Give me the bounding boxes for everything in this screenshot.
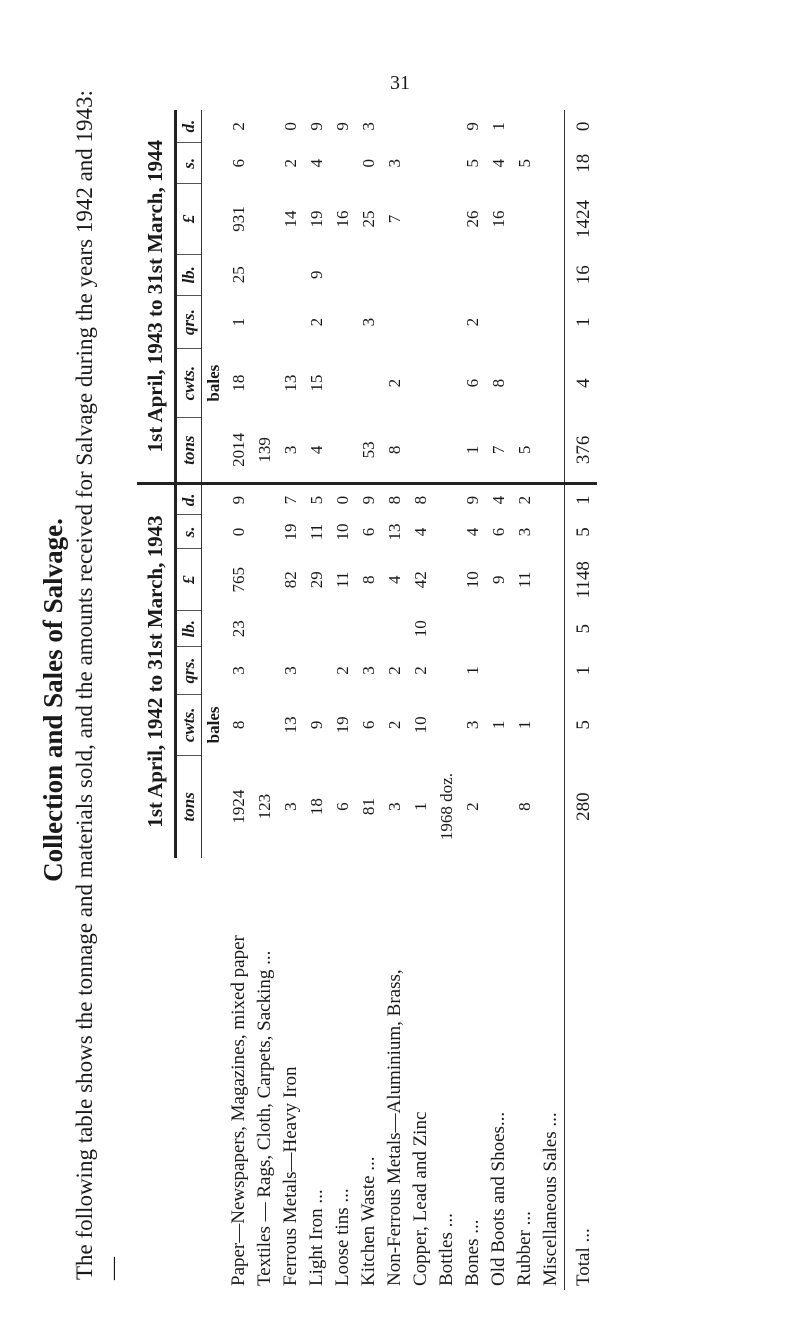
total-value: 5: [565, 515, 598, 549]
row-item-label: Non-Ferrous Metals—Aluminium, Brass,: [384, 969, 405, 1286]
row-value: [252, 647, 278, 695]
row-item-label: Light Iron ...: [306, 1189, 327, 1286]
row-value: [512, 349, 538, 418]
row-value: [486, 647, 512, 695]
total-value: 16: [565, 254, 598, 295]
row-value: [330, 417, 356, 483]
row-value: 0: [229, 527, 248, 537]
row-value: [434, 515, 460, 549]
row-item-label: Bottles ...: [436, 1213, 457, 1286]
row-value: 1: [463, 666, 482, 675]
row-value: [252, 110, 278, 143]
row-value: 25: [359, 210, 378, 228]
row-value: 4: [489, 495, 508, 505]
row-value: 3: [229, 666, 248, 675]
row-value: 6: [229, 159, 248, 168]
row-value: 3: [281, 666, 300, 675]
row-value: 13: [281, 716, 300, 734]
total-value: 280: [565, 755, 598, 857]
table-row: [486, 110, 512, 1290]
row-value: [434, 349, 460, 418]
table-row: [330, 110, 356, 1290]
period-1-header: 1st April, 1942 to 31st March, 1943: [137, 484, 176, 858]
row-value: 2: [515, 495, 534, 505]
row-value: 19: [333, 716, 352, 734]
row-item-label: Old Boots and Shoes...: [488, 1111, 509, 1286]
row-item-label: Loose tins ...: [332, 1188, 353, 1286]
row-value: 2: [307, 317, 326, 327]
row-value: [486, 755, 512, 857]
period-2-col-5: s.: [176, 143, 202, 184]
table-row: [304, 110, 330, 1290]
period-2-header: 1st April, 1943 to 31st March, 1944: [137, 110, 176, 484]
period-2-bales-5: [202, 143, 227, 184]
total-value: 1: [565, 295, 598, 348]
table-row: [382, 110, 408, 1290]
row-value: [356, 611, 382, 647]
row-value: 1: [411, 802, 430, 811]
period-1-col-6: d.: [176, 484, 202, 515]
row-value: 2: [411, 666, 430, 675]
row-value: 3: [385, 802, 404, 811]
row-value: 13: [281, 374, 300, 392]
row-item-label: Copper, Lead and Zinc: [410, 1111, 431, 1286]
row-value: 4: [411, 527, 430, 537]
row-value: [278, 254, 304, 295]
row-value: [408, 417, 434, 483]
row-value: 82: [281, 571, 300, 589]
row-value: 0: [333, 495, 352, 505]
bales-header-row: [202, 110, 227, 1290]
period-header-row: [137, 110, 176, 1290]
row-value: [382, 254, 408, 295]
row-value: [278, 295, 304, 348]
period-1-bales-5: [202, 515, 227, 549]
total-value: 5: [565, 694, 598, 755]
period-1-bales-6: [202, 484, 227, 515]
row-value: 2: [229, 122, 248, 131]
period-1-bales-4: [202, 549, 227, 611]
row-value: 26: [463, 210, 482, 228]
row-value: 42: [411, 571, 430, 589]
row-value: [434, 110, 460, 143]
period-2-col-0: tons: [176, 417, 202, 483]
row-value: 16: [489, 210, 508, 228]
period-2-bales-3: [202, 254, 227, 295]
table-row: [538, 110, 565, 1290]
row-value: [538, 549, 565, 611]
item-col-header: [176, 858, 202, 1290]
period-2-col-3: lb.: [176, 254, 202, 295]
row-value: [434, 184, 460, 254]
total-value: 1424: [565, 184, 598, 254]
row-value: [538, 110, 565, 143]
row-value: 81: [359, 798, 378, 816]
rotated-content: [30, 90, 770, 1310]
row-value: [434, 611, 460, 647]
period-1-col-3: lb.: [176, 611, 202, 647]
row-value: [486, 254, 512, 295]
row-value: 1924: [229, 789, 248, 824]
total-value: 18: [565, 143, 598, 184]
row-value: 8: [385, 495, 404, 505]
row-item-label: Ferrous Metals—Heavy Iron: [280, 1066, 301, 1286]
row-value: [538, 647, 565, 695]
row-value: 3: [515, 527, 534, 537]
row-value: 123: [255, 793, 274, 820]
row-value: [538, 755, 565, 857]
row-value: [512, 611, 538, 647]
period-2-col-4: £: [176, 184, 202, 254]
row-item-label: Paper—Newspapers, Magazines, mixed paper: [228, 935, 249, 1286]
row-value: [330, 611, 356, 647]
row-value: [252, 143, 278, 184]
row-value: 1968 doz.: [437, 773, 456, 841]
row-value: [408, 110, 434, 143]
period-2-col-1: cwts.: [176, 349, 202, 418]
period-2-bales-2: [202, 295, 227, 348]
row-value: [512, 647, 538, 695]
row-value: [252, 254, 278, 295]
row-value: 5: [463, 159, 482, 168]
row-value: 16: [333, 210, 352, 228]
row-value: 10: [463, 571, 482, 589]
row-value: 1: [489, 720, 508, 730]
row-value: [330, 143, 356, 184]
row-value: 9: [229, 495, 248, 505]
table-row: [356, 110, 382, 1290]
row-value: 10: [333, 523, 352, 541]
row-value: [538, 417, 565, 483]
row-value: [538, 611, 565, 647]
table-row: [408, 110, 434, 1290]
row-value: 29: [307, 571, 326, 589]
row-value: [434, 694, 460, 755]
row-value: [408, 143, 434, 184]
row-value: 4: [385, 575, 404, 585]
row-value: [408, 254, 434, 295]
row-value: [408, 349, 434, 418]
column-header-row: [176, 110, 202, 1290]
row-value: [512, 295, 538, 348]
row-value: 3: [359, 666, 378, 675]
row-value: 14: [281, 210, 300, 228]
row-value: 8: [229, 720, 248, 730]
row-value: 139: [252, 417, 278, 483]
row-value: 3: [359, 122, 378, 131]
row-value: 9: [333, 122, 352, 131]
total-value: 1148: [565, 549, 598, 611]
row-value: [434, 647, 460, 695]
row-value: 6: [333, 802, 352, 811]
row-value: [356, 254, 382, 295]
row-value: 8: [359, 575, 378, 585]
row-value: [538, 143, 565, 184]
row-value: [512, 254, 538, 295]
row-value: 18: [307, 798, 326, 816]
row-value: 3: [385, 159, 404, 168]
row-value: 7: [281, 495, 300, 505]
row-value: 931: [229, 206, 248, 232]
row-value: [434, 417, 460, 483]
row-value: 5: [515, 159, 534, 168]
row-value: [252, 295, 278, 348]
period-1-bales-3: [202, 611, 227, 647]
row-value: 8: [411, 495, 430, 505]
row-value: 7: [486, 417, 512, 483]
period-1-col-4: £: [176, 549, 202, 611]
row-value: 2: [385, 378, 404, 388]
row-value: [356, 349, 382, 418]
row-value: 13: [385, 523, 404, 541]
row-value: [330, 254, 356, 295]
period-2-col-6: d.: [176, 110, 202, 143]
row-value: [408, 295, 434, 348]
row-value: 9: [307, 720, 326, 730]
row-item-label: Bones ...: [462, 1219, 483, 1286]
row-value: [538, 515, 565, 549]
table-body: [226, 110, 597, 1290]
item-header: [137, 858, 176, 1290]
row-value: 23: [229, 620, 248, 638]
row-value: 6: [359, 720, 378, 730]
row-value: 11: [307, 523, 326, 541]
row-value: [382, 611, 408, 647]
row-value: [538, 295, 565, 348]
row-item-label: Miscellaneous Sales ...: [540, 1112, 561, 1286]
row-value: [460, 611, 486, 647]
period-1-bales-0: [202, 755, 227, 857]
row-item-label: Rubber ...: [514, 1211, 535, 1286]
row-value: 7: [385, 214, 404, 224]
row-value: 4: [463, 527, 482, 537]
row-value: 9: [307, 122, 326, 131]
row-value: 4: [489, 159, 508, 168]
row-value: 1: [460, 417, 486, 483]
row-value: [330, 349, 356, 418]
period-1-bales-1: bales: [204, 706, 223, 744]
row-item-label: Kitchen Waste ...: [358, 1156, 379, 1286]
period-2-col-2: qrs.: [176, 295, 202, 348]
period-2-bales-1: bales: [204, 364, 223, 402]
row-value: 9: [463, 122, 482, 131]
row-value: 4: [304, 417, 330, 483]
period-2-bales-0: [202, 417, 227, 483]
row-value: 10: [411, 716, 430, 734]
row-value: 11: [333, 571, 352, 588]
row-value: [252, 515, 278, 549]
page-number: 31: [390, 72, 410, 94]
period-2-bales-4: [202, 184, 227, 254]
row-value: 5: [512, 417, 538, 483]
row-value: 8: [489, 378, 508, 388]
row-value: 9: [463, 495, 482, 505]
row-value: [252, 484, 278, 515]
row-value: 2: [463, 317, 482, 327]
row-value: [538, 694, 565, 755]
row-value: 9: [307, 270, 326, 280]
row-value: [382, 110, 408, 143]
period-1-col-5: s.: [176, 515, 202, 549]
row-value: 0: [281, 122, 300, 131]
row-value: [304, 611, 330, 647]
row-value: 2: [333, 666, 352, 675]
total-row: [565, 110, 598, 1290]
row-value: 2: [281, 159, 300, 168]
row-value: [408, 184, 434, 254]
row-value: [512, 184, 538, 254]
intro-text: The following table shows the tonnage and materials sold, and the amounts received for Salvage during the years 1942 and 1943:—: [72, 90, 125, 1280]
total-value: 1: [565, 484, 598, 515]
row-value: 0: [359, 159, 378, 168]
row-value: [278, 611, 304, 647]
row-value: [486, 295, 512, 348]
page-title: Collection and Sales of Salvage.: [38, 518, 68, 882]
row-value: 11: [515, 571, 534, 588]
total-label: Total ...: [565, 858, 598, 1290]
row-value: [252, 611, 278, 647]
row-value: 53: [356, 417, 382, 483]
table-row: [226, 110, 252, 1290]
row-value: 1: [515, 720, 534, 730]
row-value: [252, 694, 278, 755]
row-value: [252, 549, 278, 611]
row-value: 1: [489, 122, 508, 131]
row-value: 10: [411, 620, 430, 638]
row-value: 2: [385, 720, 404, 730]
total-value: 4: [565, 349, 598, 418]
row-value: 5: [307, 495, 326, 505]
row-value: [330, 295, 356, 348]
row-value: 8: [382, 417, 408, 483]
row-value: 1: [229, 317, 248, 327]
row-value: [304, 647, 330, 695]
period-1-col-0: tons: [176, 755, 202, 857]
table-row: [460, 110, 486, 1290]
row-item-label: Textiles — Rags, Cloth, Carpets, Sacking ...: [254, 950, 275, 1286]
total-value: 5: [565, 611, 598, 647]
row-value: 8: [515, 802, 534, 811]
row-value: [382, 295, 408, 348]
row-value: [512, 110, 538, 143]
row-value: [460, 254, 486, 295]
period-1-col-1: cwts.: [176, 694, 202, 755]
row-value: 2014: [226, 417, 252, 483]
table-row: [434, 110, 460, 1290]
row-value: 3: [278, 417, 304, 483]
row-value: 9: [489, 575, 508, 585]
row-value: 9: [359, 495, 378, 505]
row-value: 19: [281, 523, 300, 541]
total-value: 376: [565, 417, 598, 483]
row-value: 15: [307, 374, 326, 392]
item-col-spacer: [202, 858, 227, 1290]
total-value: 1: [565, 647, 598, 695]
row-value: 2: [463, 802, 482, 811]
table-row: [252, 110, 278, 1290]
row-value: 3: [359, 317, 378, 327]
period-1-col-2: qrs.: [176, 647, 202, 695]
row-value: 4: [307, 159, 326, 168]
row-value: 18: [229, 374, 248, 392]
row-value: [434, 143, 460, 184]
salvage-table: [137, 110, 597, 1290]
row-value: [538, 484, 565, 515]
row-value: [252, 349, 278, 418]
row-value: [252, 184, 278, 254]
table-row: [512, 110, 538, 1290]
row-value: 25: [229, 266, 248, 284]
row-value: [434, 295, 460, 348]
row-value: 6: [463, 378, 482, 388]
row-value: 6: [489, 527, 508, 537]
row-value: 3: [463, 720, 482, 730]
row-value: 765: [229, 567, 248, 593]
row-value: 3: [281, 802, 300, 811]
row-value: [434, 254, 460, 295]
row-value: [538, 184, 565, 254]
total-value: 0: [565, 110, 598, 143]
row-value: [538, 349, 565, 418]
row-value: 19: [307, 210, 326, 228]
period-1-bales-2: [202, 647, 227, 695]
row-value: [434, 549, 460, 611]
row-value: [434, 484, 460, 515]
period-2-bales-6: [202, 110, 227, 143]
row-value: [486, 611, 512, 647]
row-value: [538, 254, 565, 295]
row-value: 6: [359, 527, 378, 537]
row-value: 2: [385, 666, 404, 675]
table-row: [278, 110, 304, 1290]
